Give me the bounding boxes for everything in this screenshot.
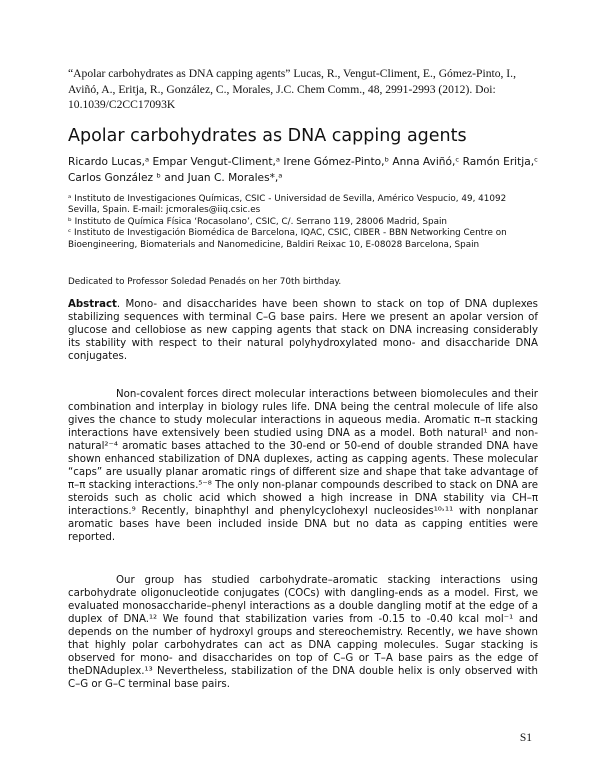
affiliation-a: ᵃ Instituto de Investigaciones Químicas, CSIC - Universidad de Sevilla, Américo Vespucio, 49, 41092 Sevilla, Spain. E-mail: jcmorales@iiq.csic.es [68,194,507,216]
author-list: Ricardo Lucas,ᵃ Empar Vengut-Climent,ᵃ Irene Gómez-Pinto,ᵇ Anna Aviñó,ᶜ Ramón Eritja,ᶜ Carlos González ᵇ and Juan C. Morales*,ᵃ [68,156,538,184]
page-number: S1 [519,732,532,744]
abstract-label: Abstract [68,299,117,310]
dedication: Dedicated to Professor Soledad Penadés on her 70th birthday. [68,277,342,287]
citation: “Apolar carbohydrates as DNA capping agents” Lucas, R., Vengut-Climent, E., Gómez-Pinto, I., Aviñó, A., Eritja, R., González, C., Morales, J.C. Chem Comm., 48, 2991-2993 (2012). Doi: 10.1039/C2CC17093K [68,67,516,111]
affiliation-c: ᶜ Instituto de Investigación Biomédica de Barcelona, IQAC, CSIC, CIBER - BBN Networking Centre on Bioengineering, Biomaterials and Nanomedicine, Baldiri Reixac 10, E-08028 Barcelona, Spain [68,228,507,250]
affiliation-b: ᵇ Instituto de Química Física ‘Rocasolano’, CSIC, C/. Serrano 119, 28006 Madrid, Spain [68,216,447,227]
paper-title: Apolar carbohydrates as DNA capping agents [68,126,467,146]
body-paragraph-1: Non-covalent forces direct molecular interactions between biomolecules and their combination and interplay in biology rules life. DNA being the central molecule of life also gives the chance to study molecular interactions in aqueous media. Aromatic π–π stacking interactions have extensively been studied using DNA as a model. Both natural¹ and non-natural²⁻⁴ aromatic bases attached to the 30-end or 50-end of double stranded DNA have shown enhanced stabilization of DNA duplexes, acting as capping agents. These molecular “caps” are usually planar aromatic rings of different size and shape that take advantage of π–π stacking interactions.⁵⁻⁸ The only non-planar compounds described to stack on DNA are steroids such as cholic acid which showed a high increase in DNA stability via CH–π interactions.⁹ Recently, binaphthyl and phenylcyclohexyl nucleosides¹⁰˒¹¹ with nonplanar aromatic bases have been included inside DNA but no data as capping entities were reported. [68,389,538,543]
affiliations [68,194,538,251]
abstract-text: . Mono- and disaccharides have been shown to stack on top of DNA duplexes stabilizing sequences with terminal C–G base pairs. Here we present an apolar version of glucose and cellobiose as new capping agents that stack on DNA increasing considerably its stability with respect to their natural polyhydroxylated mono- and disaccharide DNA conjugates. [68,299,538,362]
body-paragraph-2: Our group has studied carbohydrate–aromatic stacking interactions using carbohydrate oligonucleotide conjugates (COCs) with dangling-ends as a model. First, we evaluated monosaccharide–phenyl interactions as a double dangling motif at the edge of a duplex of DNA.¹² We found that stabilization varies from -0.15 to -0.40 kcal mol⁻¹ and depends on the number of hydroxyl groups and stereochemistry. Recently, we have shown that highly polar carbohydrates can act as DNA capping molecules. Sugar stacking is observed for mono- and disaccharides on top of C–G or T–A base pairs as the edge of theDNAduplex.¹³ Nevertheless, stabilization of the DNA double helix is only observed with C–G or G–C terminal base pairs. [68,575,538,690]
abstract [68,298,538,363]
